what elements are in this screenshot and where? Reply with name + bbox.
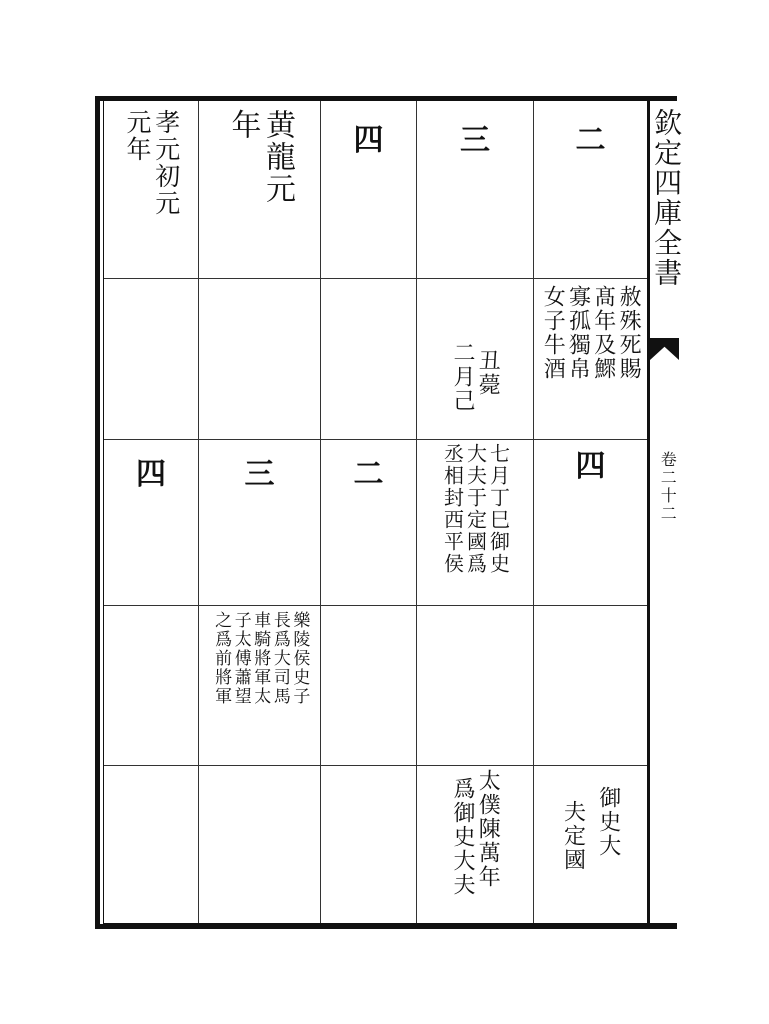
- text-line: 樂陵侯史子: [289, 611, 310, 706]
- header-numeral: 三: [460, 123, 490, 158]
- column-divider: [320, 101, 321, 923]
- row-divider: [104, 278, 647, 279]
- row-divider: [104, 605, 647, 606]
- row-divider: [104, 765, 647, 766]
- volume-label: 卷二十二: [658, 451, 678, 523]
- text-line: 長爲大司馬: [269, 611, 290, 706]
- row3-col1: [534, 441, 647, 485]
- book-page: [95, 96, 684, 929]
- text-line: 丞相封西平侯: [440, 443, 465, 575]
- row-divider: [104, 439, 647, 440]
- text-line: 赦殊死賜: [616, 285, 642, 381]
- row2-col2: [417, 341, 533, 413]
- row4-col4: [199, 611, 320, 706]
- row3-col5: [104, 449, 198, 493]
- row-numeral: 四: [136, 457, 166, 492]
- row3-col2: [417, 443, 533, 575]
- row3-col3: [321, 449, 416, 493]
- row5-col2: [417, 769, 533, 897]
- header-era-xiaoyuan: [104, 109, 198, 219]
- text-line: 丑薨: [475, 349, 501, 397]
- table-grid: [104, 101, 647, 923]
- header-cell-2: [417, 115, 533, 159]
- row5-col1: [534, 786, 647, 872]
- text-line: 夫定國: [560, 800, 586, 872]
- text-line: 子太傅蕭望: [230, 611, 251, 706]
- row3-col4: [199, 449, 320, 493]
- text-line: 女子牛酒: [540, 285, 566, 381]
- header-cell-3: [321, 115, 416, 159]
- margin-book-title: [650, 108, 684, 288]
- book-title: 欽定四庫全書: [650, 108, 684, 288]
- row-numeral: 二: [353, 457, 384, 492]
- margin-volume: [655, 451, 679, 523]
- text-line: 之爲前將軍: [211, 611, 232, 706]
- header-cell-1: [534, 115, 647, 159]
- text-line: 大夫于定國爲: [463, 443, 488, 575]
- text-line: 二月己: [450, 341, 475, 413]
- header-numeral: 二: [575, 123, 606, 158]
- text-line: 爲御史大夫: [450, 777, 475, 897]
- era-name: 黄龍元年: [225, 109, 295, 205]
- row-numeral: 三: [244, 457, 275, 492]
- header-era-huanglong: [199, 109, 320, 219]
- text-line: 御史大: [595, 786, 621, 858]
- text-line: 太僕陳萬年: [475, 769, 501, 889]
- row2-col1: [534, 285, 647, 381]
- text-line: 七月丁巳御史: [486, 443, 511, 575]
- column-divider: [198, 101, 199, 923]
- text-line: 髙年及鰥: [590, 285, 616, 381]
- era-name: 孝元初元元年: [123, 109, 181, 217]
- text-line: 寡孤獨帛: [565, 285, 591, 381]
- row-numeral: 四: [575, 449, 606, 484]
- header-numeral: 四: [353, 123, 384, 158]
- text-line: 車騎將軍太: [250, 611, 271, 706]
